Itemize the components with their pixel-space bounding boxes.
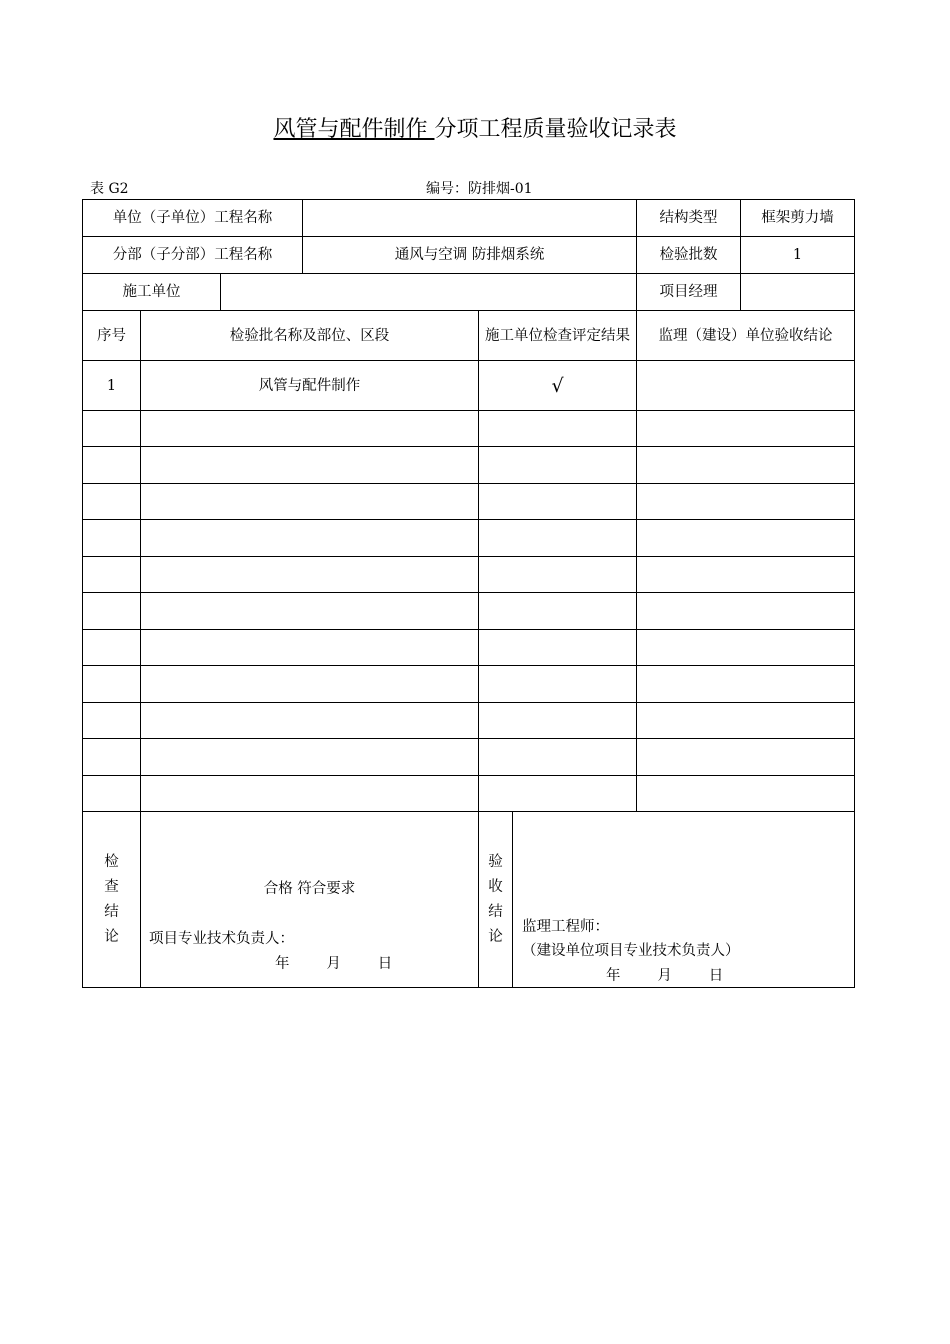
batch-name-header: 检验批名称及部位、区段 [141, 311, 479, 361]
row-contractor-result[interactable] [479, 593, 637, 630]
row-supervisor-result[interactable] [637, 666, 855, 703]
quality-acceptance-table [82, 199, 855, 988]
title-item-name: 风管与配件制作 [273, 117, 435, 142]
row-contractor-result[interactable] [479, 557, 637, 593]
row-seq[interactable] [83, 739, 141, 776]
label-char: 收 [488, 878, 503, 895]
inspection-date: 年 月 日 [275, 956, 393, 972]
row-seq[interactable] [83, 484, 141, 520]
row-contractor-result[interactable] [479, 666, 637, 703]
table-row [83, 557, 855, 593]
label-char: 论 [104, 928, 119, 945]
inspection-conclusion-cell[interactable] [141, 812, 479, 988]
seq-header: 序号 [83, 311, 141, 361]
row-seq[interactable] [83, 447, 141, 484]
table-row [83, 630, 855, 666]
table-row [83, 776, 855, 812]
row-batch-name[interactable] [141, 739, 479, 776]
table-row [83, 361, 855, 411]
row-batch-name[interactable] [141, 666, 479, 703]
label-char: 验 [488, 853, 503, 870]
table-row [83, 520, 855, 557]
table-row [83, 411, 855, 447]
row-supervisor-result[interactable] [637, 447, 855, 484]
unit-project-name-label: 单位（子单位）工程名称 [83, 200, 303, 237]
row-contractor-result[interactable] [479, 447, 637, 484]
batch-count-label: 检验批数 [637, 237, 741, 274]
row-seq[interactable] [83, 520, 141, 557]
contractor-label: 施工单位 [83, 274, 221, 311]
project-manager-field[interactable] [741, 274, 855, 311]
row-seq[interactable] [83, 630, 141, 666]
row-batch-name[interactable] [141, 630, 479, 666]
row-seq[interactable] [83, 557, 141, 593]
row-batch-name[interactable] [141, 484, 479, 520]
serial-number: 编号：防排烟-01 [426, 181, 533, 197]
row-contractor-result[interactable] [479, 739, 637, 776]
row-supervisor-result[interactable] [637, 776, 855, 812]
acceptance-conclusion-label [479, 812, 513, 988]
row-seq[interactable] [83, 703, 141, 739]
row-contractor-result[interactable] [479, 630, 637, 666]
label-char: 结 [488, 903, 503, 920]
contractor-field[interactable] [221, 274, 637, 311]
row-batch-name[interactable] [141, 520, 479, 557]
row-seq[interactable] [83, 593, 141, 630]
project-tech-lead-label: 项目专业技术负责人： [149, 931, 294, 947]
row-supervisor-result[interactable] [637, 361, 855, 411]
row-batch-name[interactable] [141, 411, 479, 447]
row-batch-name[interactable] [141, 593, 479, 630]
row-supervisor-result[interactable] [637, 739, 855, 776]
project-manager-label: 项目经理 [637, 274, 741, 311]
row-batch-name[interactable] [141, 776, 479, 812]
row-contractor-result[interactable] [479, 484, 637, 520]
row-supervisor-result[interactable] [637, 557, 855, 593]
row-supervisor-result[interactable] [637, 520, 855, 557]
row-supervisor-result[interactable] [637, 630, 855, 666]
conclusion-row [83, 812, 855, 988]
row-supervisor-result[interactable] [637, 703, 855, 739]
row-batch-name[interactable] [141, 557, 479, 593]
row-seq[interactable] [83, 666, 141, 703]
division-project-name-field[interactable]: 通风与空调 防排烟系统 [303, 237, 637, 274]
inspection-conclusion-label [83, 812, 141, 988]
table-row [83, 447, 855, 484]
label-char: 检 [104, 853, 119, 870]
table-row [83, 593, 855, 630]
row-contractor-result[interactable] [479, 520, 637, 557]
column-header-row [83, 311, 855, 361]
table-row [83, 703, 855, 739]
acceptance-date: 年 月 日 [606, 968, 724, 984]
batch-count-field[interactable]: 1 [741, 237, 855, 274]
division-project-name-label: 分部（子分部）工程名称 [83, 237, 303, 274]
row-seq: 1 [83, 361, 141, 411]
inspection-result: 合格 符合要求 [263, 881, 356, 897]
row-contractor-result[interactable] [479, 776, 637, 812]
table-row [83, 666, 855, 703]
label-char: 结 [104, 903, 119, 920]
contractor-result-header: 施工单位检查评定结果 [479, 311, 637, 361]
row-seq[interactable] [83, 776, 141, 812]
row-batch-name[interactable] [141, 703, 479, 739]
table-row [83, 484, 855, 520]
page-title [0, 112, 950, 143]
row-supervisor-result[interactable] [637, 593, 855, 630]
row-contractor-result[interactable]: √ [479, 361, 637, 411]
acceptance-conclusion-cell[interactable] [513, 812, 855, 988]
row-supervisor-result[interactable] [637, 411, 855, 447]
owner-tech-lead-note: （建设单位项目专业技术负责人） [522, 943, 740, 959]
title-form-name: 分项工程质量验收记录表 [434, 117, 677, 142]
row-contractor-result[interactable] [479, 411, 637, 447]
row-seq[interactable] [83, 411, 141, 447]
table-code: 表 G2 [90, 181, 129, 197]
row-batch-name[interactable] [141, 447, 479, 484]
row-batch-name[interactable]: 风管与配件制作 [141, 361, 479, 411]
table-row [83, 739, 855, 776]
row-contractor-result[interactable] [479, 703, 637, 739]
supervisor-result-header: 监理（建设）单位验收结论 [637, 311, 855, 361]
label-char: 论 [488, 928, 503, 945]
structure-type-label: 结构类型 [637, 200, 741, 237]
unit-project-name-field[interactable] [303, 200, 637, 237]
label-char: 查 [104, 878, 119, 895]
row-supervisor-result[interactable] [637, 484, 855, 520]
structure-type-field[interactable]: 框架剪力墙 [741, 200, 855, 237]
supervising-engineer-label: 监理工程师： [522, 919, 610, 935]
